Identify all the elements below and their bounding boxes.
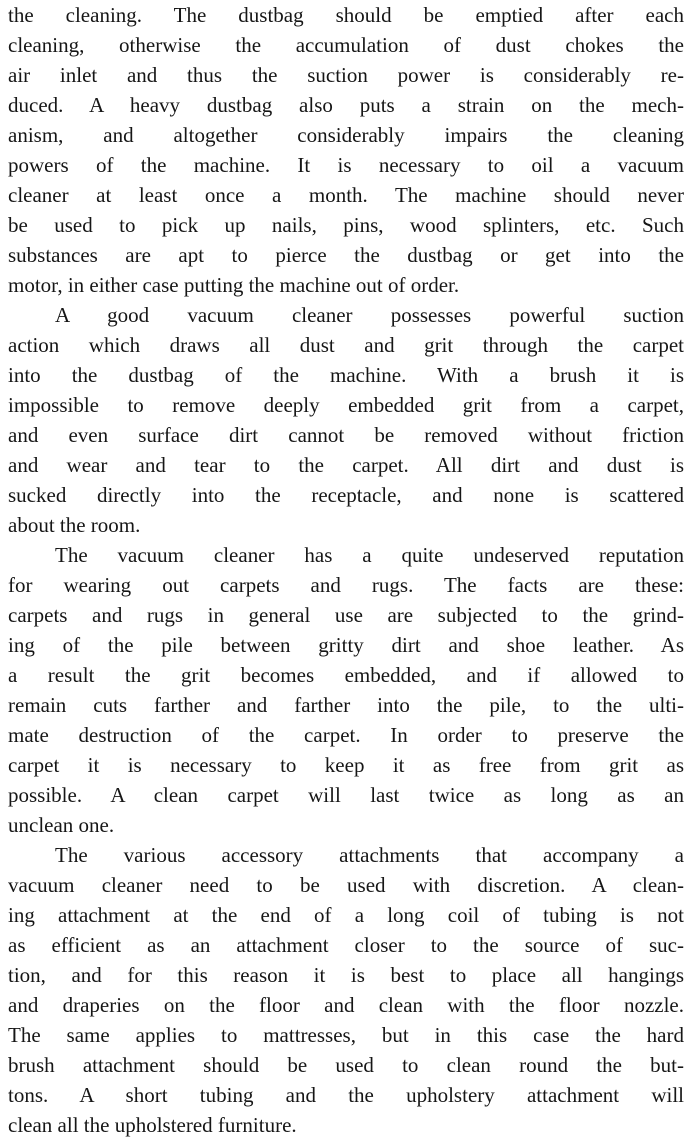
text-line: ing of the pile between gritty dirt and shoe leather. As xyxy=(8,633,684,657)
text-line: as efficient as an attachment closer to the source of suc- xyxy=(8,933,684,957)
text-line: clean all the upholstered furniture. xyxy=(8,1113,297,1137)
text-line: mate destruction of the carpet. In order to preserve the xyxy=(8,723,684,747)
text-line: air inlet and thus the suction power is considerably re- xyxy=(8,63,684,87)
text-line: anism, and altogether considerably impairs the cleaning xyxy=(8,123,684,147)
text-line: impossible to remove deeply embedded grit from a carpet, xyxy=(8,393,684,417)
text-line: vacuum cleaner need to be used with discretion. A clean- xyxy=(8,873,684,897)
text-line: a result the grit becomes embedded, and if allowed to xyxy=(8,663,684,687)
text-line: substances are apt to pierce the dustbag or get into the xyxy=(8,243,684,267)
text-line: and wear and tear to the carpet. All dirt and dust is xyxy=(8,453,684,477)
text-line: be used to pick up nails, pins, wood splinters, etc. Such xyxy=(8,213,684,237)
text-line: The vacuum cleaner has a quite undeserved reputation xyxy=(55,543,684,567)
paragraph-1 xyxy=(8,0,684,300)
text-line: brush attachment should be used to clean round the but- xyxy=(8,1053,684,1077)
text-line: powers of the machine. It is necessary to oil a vacuum xyxy=(8,153,684,177)
document-page xyxy=(8,0,684,1140)
text-line: action which draws all dust and grit through the carpet xyxy=(8,333,684,357)
text-line: tons. A short tubing and the upholstery attachment will xyxy=(8,1083,684,1107)
text-line: cleaner at least once a month. The machine should never xyxy=(8,183,684,207)
paragraph-4 xyxy=(8,840,684,1140)
text-line: and even surface dirt cannot be removed without friction xyxy=(8,423,684,447)
text-line: for wearing out carpets and rugs. The facts are these: xyxy=(8,573,684,597)
text-line: sucked directly into the receptacle, and none is scattered xyxy=(8,483,684,507)
text-line: The various accessory attachments that accompany a xyxy=(55,843,684,867)
text-line: A good vacuum cleaner possesses powerful suction xyxy=(55,303,684,327)
text-line: motor, in either case putting the machine out of order. xyxy=(8,273,460,297)
text-line: ing attachment at the end of a long coil of tubing is not xyxy=(8,903,684,927)
text-line: carpet it is necessary to keep it as free from grit as xyxy=(8,753,684,777)
text-line: and draperies on the floor and clean with the floor nozzle. xyxy=(8,993,684,1017)
text-line: unclean one. xyxy=(8,813,115,837)
text-line: duced. A heavy dustbag also puts a strain on the mech- xyxy=(8,93,684,117)
text-line: tion, and for this reason it is best to place all hangings xyxy=(8,963,684,987)
text-line: about the room. xyxy=(8,513,141,537)
paragraph-3 xyxy=(8,540,684,840)
text-line: carpets and rugs in general use are subjected to the grind- xyxy=(8,603,684,627)
text-line: the cleaning. The dustbag should be emptied after each xyxy=(8,3,684,27)
text-line: The same applies to mattresses, but in this case the hard xyxy=(8,1023,684,1047)
text-line: cleaning, otherwise the accumulation of dust chokes the xyxy=(8,33,684,57)
text-line: possible. A clean carpet will last twice as long as an xyxy=(8,783,684,807)
paragraph-2 xyxy=(8,300,684,540)
text-line: into the dustbag of the machine. With a brush it is xyxy=(8,363,684,387)
text-line: remain cuts farther and farther into the pile, to the ulti- xyxy=(8,693,684,717)
